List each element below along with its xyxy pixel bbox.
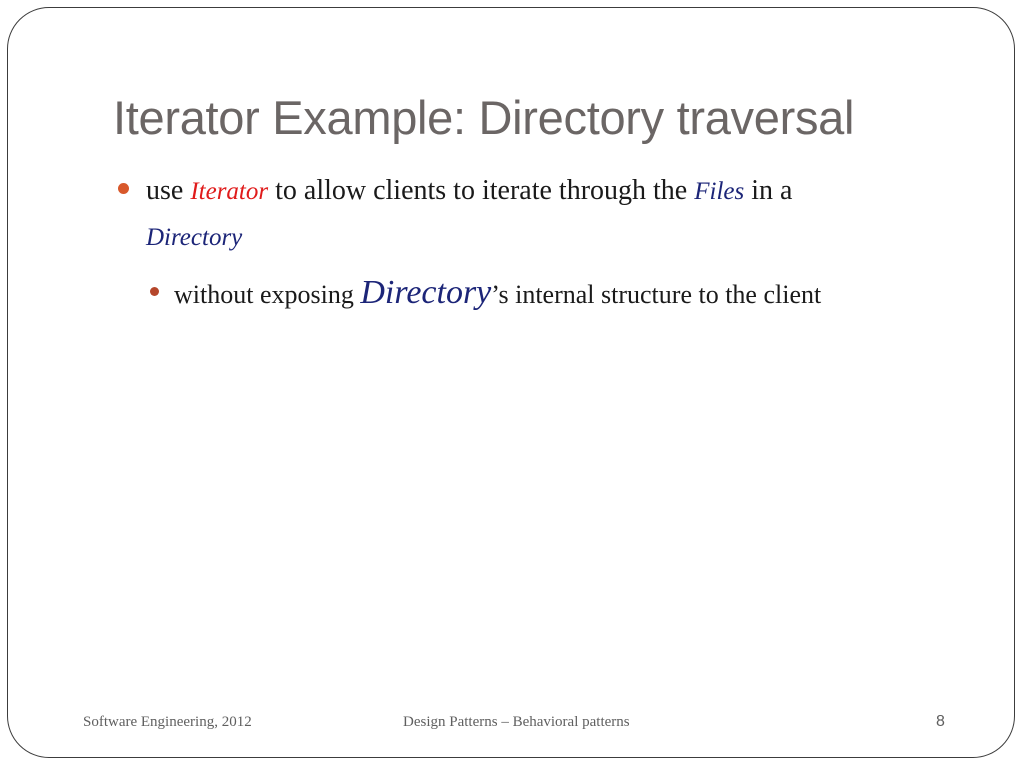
slide-title: Iterator Example: Directory traversal <box>113 91 855 144</box>
sub-bullet-dot-icon <box>150 287 159 296</box>
page-number: 8 <box>936 713 945 730</box>
emphasis-iterator: Iterator <box>190 178 269 205</box>
footer-topic: Design Patterns – Behavioral patterns <box>403 714 630 730</box>
bullet-dot-icon <box>118 183 129 194</box>
bullet-item <box>118 168 938 260</box>
sub-bullet-text: ’s internal structure to the client <box>491 280 822 309</box>
emphasis-directory: Directory <box>146 224 243 251</box>
bullet-text: to allow clients to iterate through the <box>268 175 695 206</box>
bullet-text: in a <box>744 175 793 206</box>
slide-body <box>118 168 938 317</box>
sub-bullet-text: without exposing <box>174 280 361 309</box>
footer-course: Software Engineering, 2012 <box>83 714 252 730</box>
emphasis-directory-large: Directory <box>360 274 492 311</box>
emphasis-files: Files <box>694 178 745 205</box>
bullet-text: use <box>146 175 191 206</box>
sub-bullet-item <box>148 271 938 317</box>
